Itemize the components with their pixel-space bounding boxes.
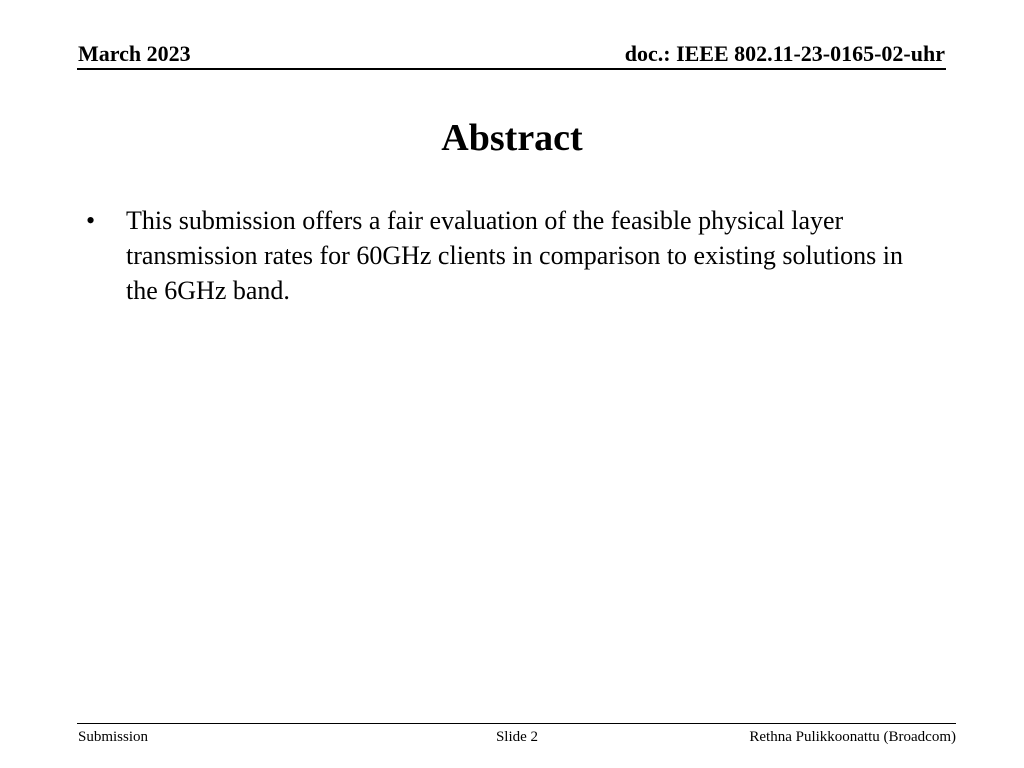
bullet-text: This submission offers a fair evaluation of the feasible physical layer transmission rates for 60GHz clients in comparison to existing solutions in the 6GHz band. — [126, 206, 904, 305]
bullet-dot-icon: • — [86, 206, 96, 235]
header-divider — [77, 68, 946, 70]
footer-submission: Submission — [78, 729, 149, 745]
footer-divider — [77, 723, 956, 724]
slide-title: Abstract — [441, 117, 583, 159]
bullet-item — [86, 203, 926, 308]
header-date: March 2023 — [78, 41, 191, 66]
footer-slide-number: Slide 2 — [495, 729, 539, 745]
footer-author: Rethna Pulikkoonattu (Broadcom) — [749, 729, 956, 745]
header-doc-id: doc.: IEEE 802.11-23-0165-02-uhr — [624, 41, 945, 66]
bullet-list — [86, 203, 926, 308]
